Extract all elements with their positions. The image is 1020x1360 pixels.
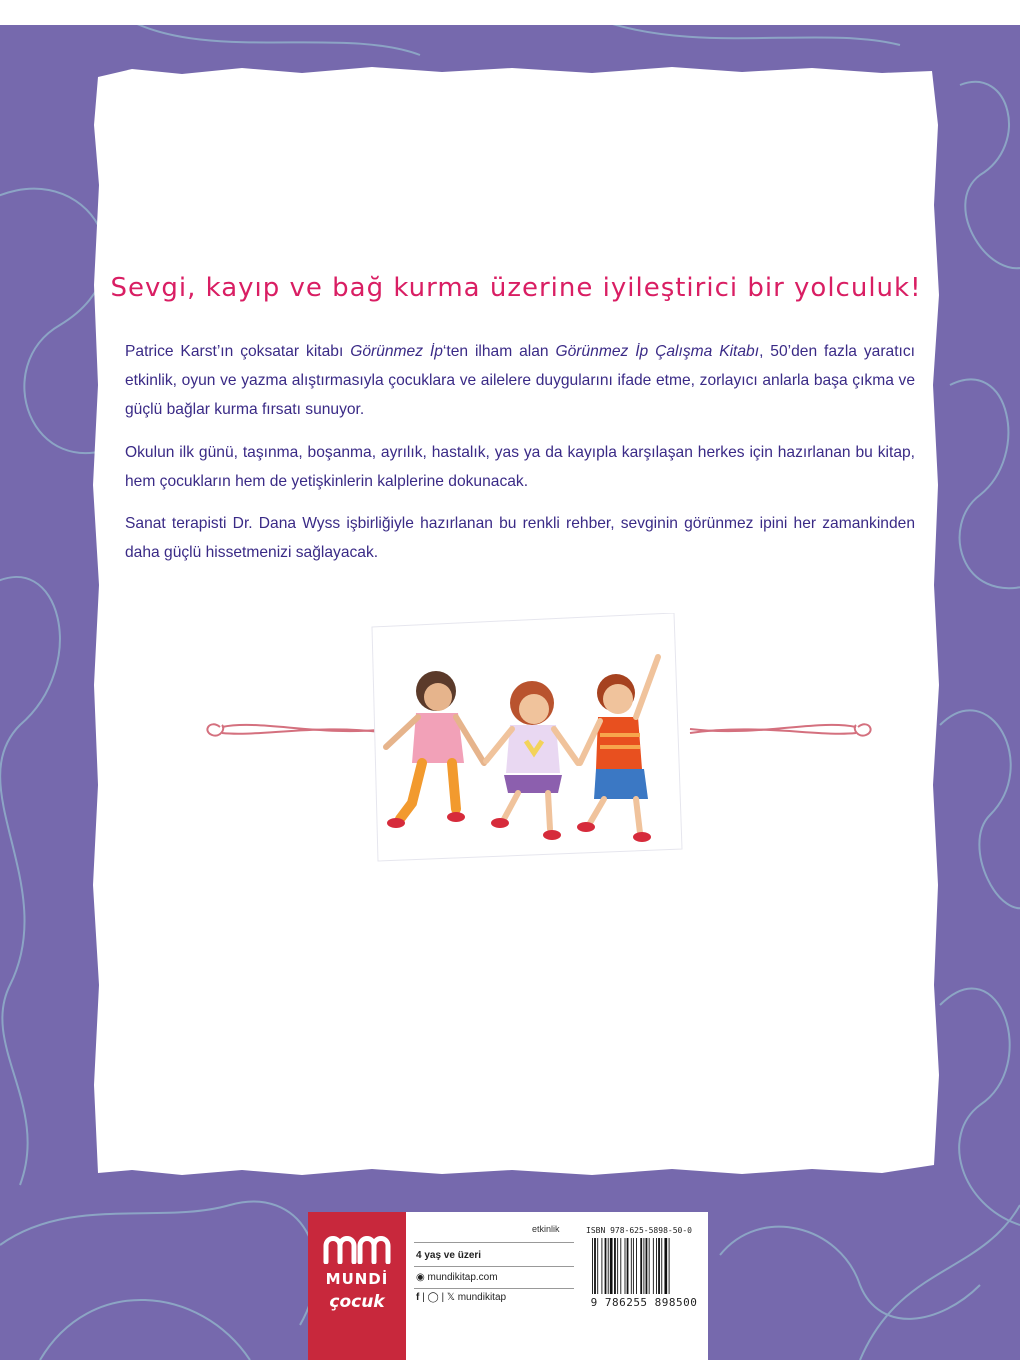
divider <box>414 1266 574 1267</box>
book-title-original: Görünmez İp <box>350 343 443 360</box>
age-range: 4 yaş ve üzeri <box>416 1250 482 1261</box>
children-illustration <box>364 613 684 863</box>
divider <box>414 1288 574 1289</box>
barcode-icon <box>590 1238 698 1294</box>
x-icon[interactable]: 𝕏 <box>446 1292 455 1303</box>
social-row: f | ◯ | 𝕏 mundikitap <box>416 1292 507 1303</box>
right-flourish-ornament <box>688 715 878 745</box>
description-paragraph-1 <box>125 337 915 424</box>
description-paragraph-2: Okulun ilk günü, taşınma, boşanma, ayrılık, hastalık, yas ya da kayıpla karşılaşan herkes için hazırlanan bu kitap, hem çocukların hem de yetişkinlerin kalplerine dokunacak. <box>125 444 915 490</box>
publisher-name: MUNDİ <box>325 1270 389 1288</box>
divider <box>414 1242 574 1243</box>
p1-text-c: ‘ten ilham alan <box>442 343 556 360</box>
p1-text-e: , 50’den fazla yaratıcı etkinlik, oyun ve yazma alıştırmasıyla çocuklara ve ailelere duygularını ifade etme, zorlayıcı anlarla başa çıkma ve güçlü bağlar kurma fırsatı sunuyor. <box>125 343 916 418</box>
barcode-block <box>586 1226 702 1316</box>
website-row <box>416 1272 498 1283</box>
tagline: Sevgi, kayıp ve bağ kurma üzerine iyileştirici bir yolculuk! <box>110 273 922 303</box>
facebook-icon[interactable]: f <box>416 1292 420 1303</box>
globe-icon: ◉ <box>416 1272 425 1283</box>
social-handle[interactable]: mundikitap <box>457 1292 507 1303</box>
book-title-workbook: Görünmez İp Çalışma Kitabı <box>555 343 760 360</box>
p1-text-a: Patrice Karst’ın çoksatar kitabı <box>125 343 351 360</box>
publisher-imprint: çocuk <box>329 1292 385 1312</box>
publisher-logo-block <box>308 1212 406 1360</box>
website-url[interactable]: mundikitap.com <box>427 1272 498 1283</box>
back-cover <box>0 25 1020 1360</box>
paper-panel <box>92 65 940 1177</box>
category-label: etkinlik <box>532 1224 560 1234</box>
instagram-icon[interactable]: ◯ <box>427 1292 439 1303</box>
left-flourish-ornament <box>200 715 390 745</box>
ean-digits: 9 786255 898500 <box>590 1296 698 1309</box>
isbn-number: ISBN 978-625-5898-50-0 <box>586 1226 692 1235</box>
mundi-logo-icon <box>322 1234 392 1264</box>
description-paragraph-3: Sanat terapisti Dr. Dana Wyss işbirliğiyle hazırlanan bu renkli rehber, sevginin görünmez ipini her zamankinden daha güçlü hissetmenizi sağlayacak. <box>125 515 915 561</box>
